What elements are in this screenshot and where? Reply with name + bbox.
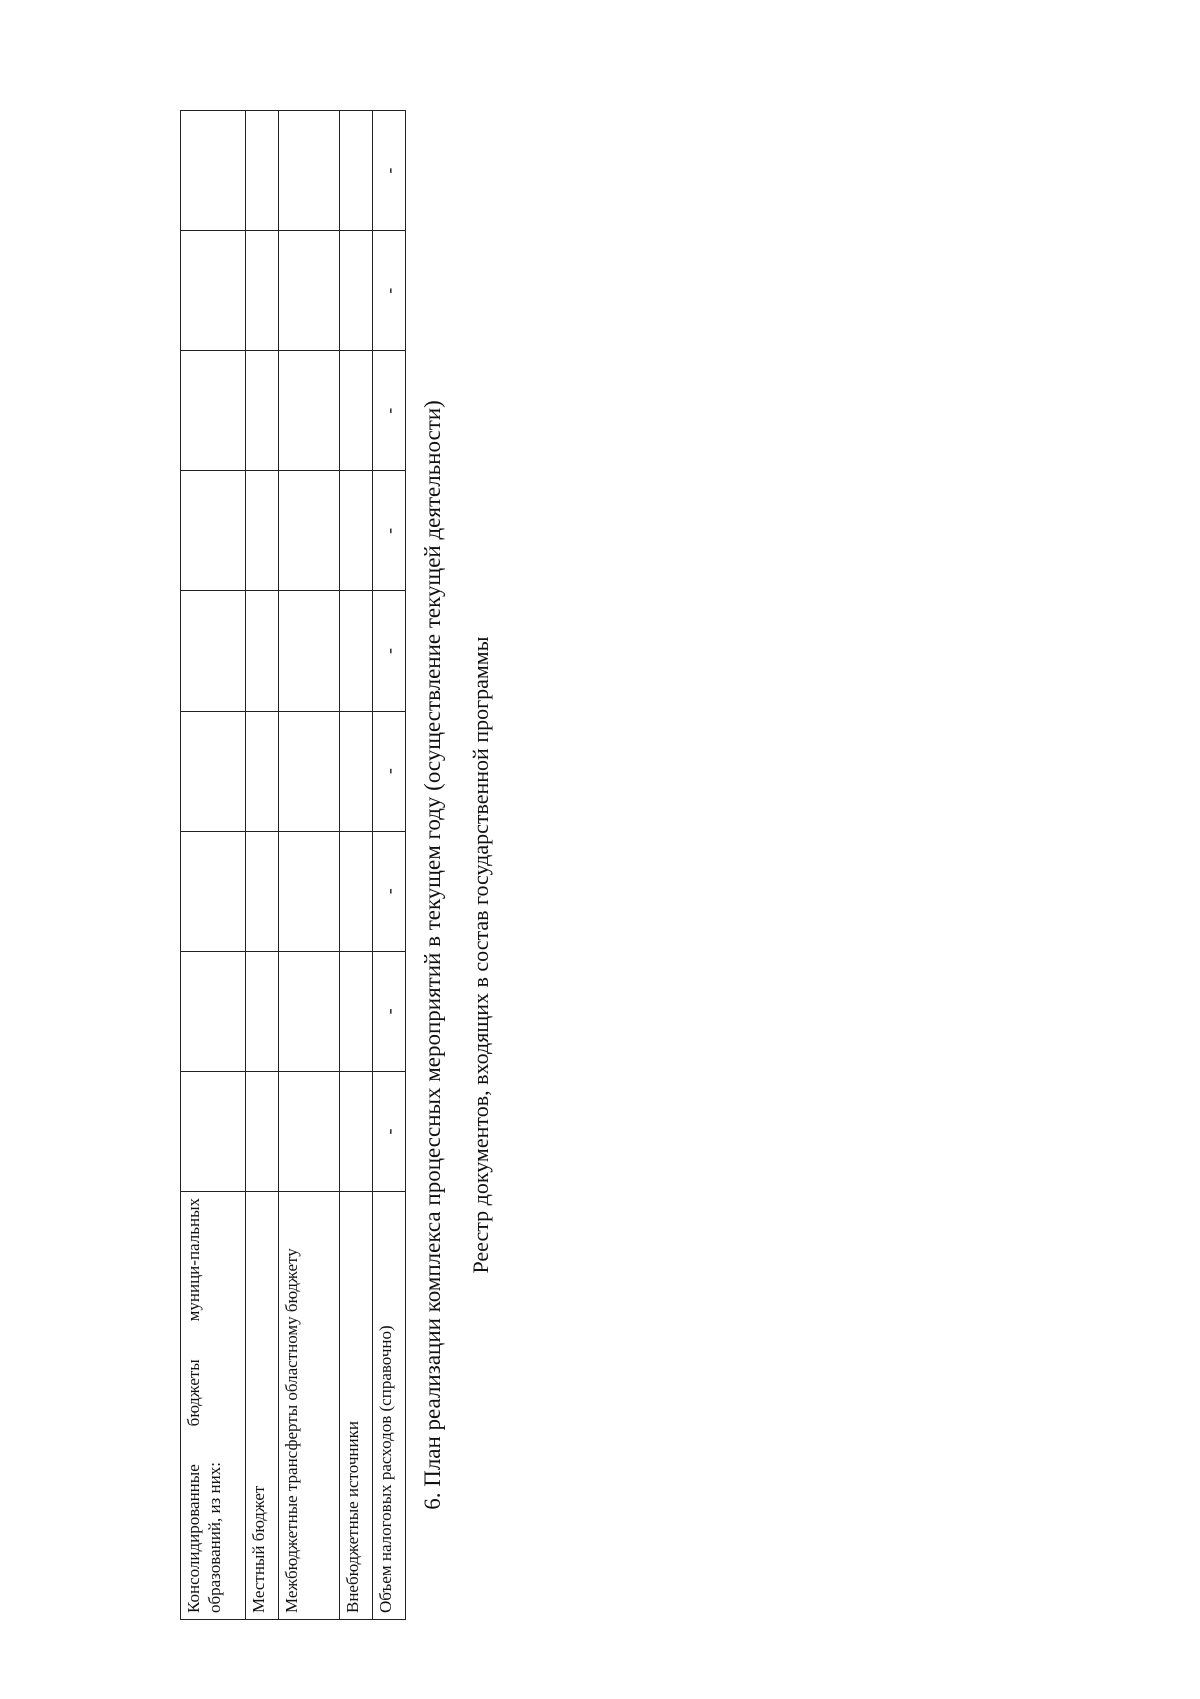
table-cell xyxy=(340,831,373,951)
table-row xyxy=(340,111,373,1620)
section-heading: 6. План реализации комплекса процессных мероприятий в текущем году (осуществление текущей деятельности) xyxy=(420,400,445,1510)
table-cell: - xyxy=(373,471,406,591)
table-cell: - xyxy=(373,231,406,351)
table-cell xyxy=(340,711,373,831)
rotated-page-content xyxy=(180,110,740,1620)
table-cell: - xyxy=(373,591,406,711)
table-cell xyxy=(181,831,246,951)
row-label: Объем налоговых расходов (справочно) xyxy=(373,1192,406,1620)
table-cell xyxy=(181,231,246,351)
table-cell xyxy=(340,471,373,591)
table-cell: - xyxy=(373,831,406,951)
row-label: Консолидированные бюджеты муници-пальных образований, из них: xyxy=(181,1192,246,1620)
table-cell xyxy=(246,111,279,231)
row-label: Межбюджетные трансферты областному бюджету xyxy=(279,1192,340,1620)
table-cell: - xyxy=(373,351,406,471)
table-cell xyxy=(340,951,373,1071)
table-cell xyxy=(246,711,279,831)
table-cell xyxy=(340,111,373,231)
registry-heading: Реестр документов, входящих в состав государственной программы xyxy=(468,636,493,1274)
table-cell xyxy=(279,1071,340,1191)
table-cell xyxy=(279,231,340,351)
table-cell xyxy=(181,711,246,831)
table-cell: - xyxy=(373,111,406,231)
table-cell xyxy=(340,591,373,711)
table-cell xyxy=(279,351,340,471)
table-cell xyxy=(181,591,246,711)
table-cell: - xyxy=(373,1071,406,1191)
budget-sources-table xyxy=(180,110,406,1620)
table-cell xyxy=(246,471,279,591)
row-label: Внебюджетные источники xyxy=(340,1192,373,1620)
table-cell xyxy=(279,951,340,1071)
table-cell xyxy=(279,711,340,831)
table-cell xyxy=(246,351,279,471)
table-cell xyxy=(181,1071,246,1191)
table-cell xyxy=(181,351,246,471)
row-label: Местный бюджет xyxy=(246,1192,279,1620)
table-cell xyxy=(340,231,373,351)
table-cell xyxy=(181,951,246,1071)
table-cell xyxy=(279,471,340,591)
table-cell xyxy=(246,1071,279,1191)
table-cell xyxy=(340,1071,373,1191)
table-cell xyxy=(279,591,340,711)
table-cell xyxy=(246,831,279,951)
table-cell xyxy=(279,111,340,231)
table-cell xyxy=(279,831,340,951)
table-row xyxy=(373,111,406,1620)
table-cell xyxy=(181,471,246,591)
table-cell xyxy=(246,231,279,351)
table-cell: - xyxy=(373,711,406,831)
table-cell xyxy=(246,951,279,1071)
table-row xyxy=(246,111,279,1620)
table-row xyxy=(181,111,246,1620)
table-cell: - xyxy=(373,951,406,1071)
table-cell xyxy=(246,591,279,711)
table-row xyxy=(279,111,340,1620)
table-cell xyxy=(340,351,373,471)
table-cell xyxy=(181,111,246,231)
